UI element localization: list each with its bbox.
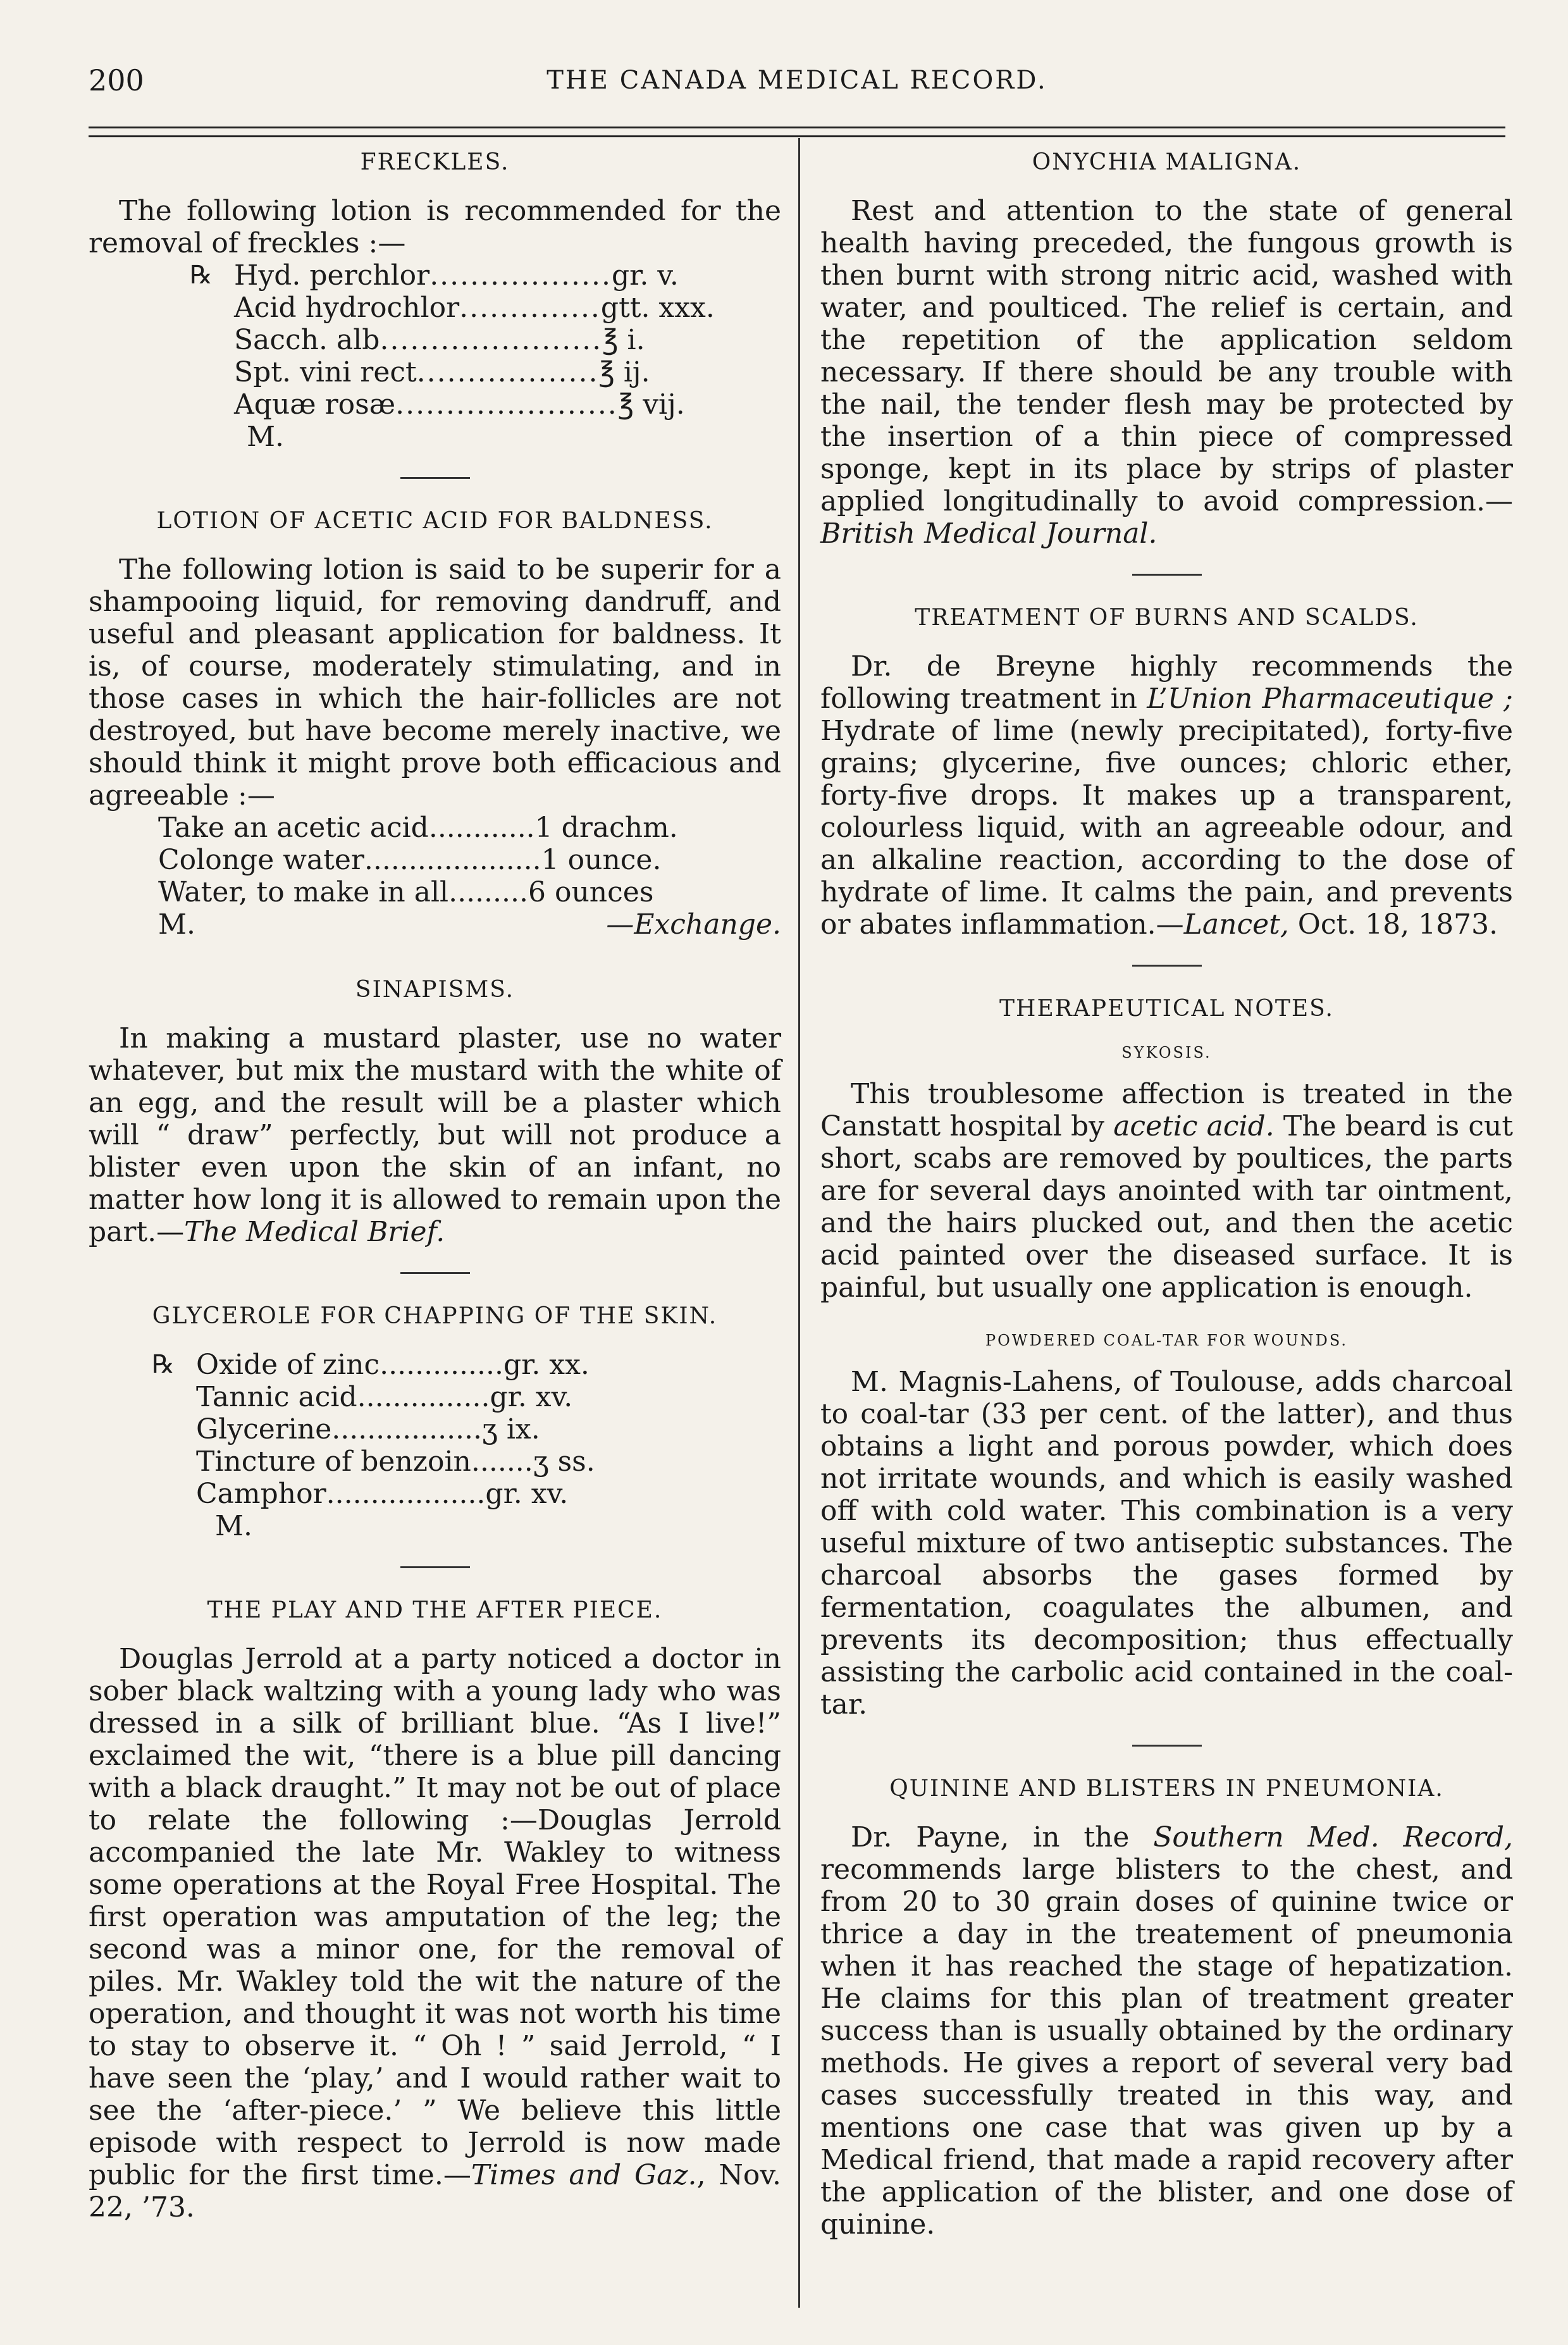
leader-dots: ....... <box>471 1445 533 1478</box>
left-column <box>89 147 781 2224</box>
burns-section <box>820 602 1513 967</box>
recipe <box>190 259 781 453</box>
section-title: QUININE AND BLISTERS IN PNEUMONIA. <box>889 1776 1444 1802</box>
journal-name: L’Union Pharmaceutique ; <box>1147 683 1513 715</box>
recipe <box>152 1349 781 1542</box>
ingredient-dose: 1 drachm. <box>534 812 678 844</box>
section-title: THERAPEUTICAL NOTES. <box>999 996 1334 1022</box>
recipe-mark: M. <box>158 908 196 941</box>
source-date: Oct. 18, 1873. <box>1288 908 1498 941</box>
section-title: THE PLAY AND THE AFTER PIECE. <box>207 1597 663 1623</box>
recipe-row <box>152 1349 781 1381</box>
paragraph <box>820 1078 1513 1304</box>
paragraph <box>89 1022 781 1248</box>
source-citation: Times and Gaz. <box>471 2159 697 2191</box>
leader-dots: .............. <box>380 1349 503 1381</box>
section-rule <box>400 1272 470 1274</box>
emphasis: acetic acid. <box>1113 1110 1275 1142</box>
play-section <box>89 1595 781 2224</box>
leader-dots: ................. <box>331 1413 483 1445</box>
rx-symbol: ℞ <box>190 261 213 290</box>
baldness-section <box>89 505 781 955</box>
leader-dots: .................. <box>429 259 612 292</box>
ingredient-name: Tincture of benzoin <box>196 1445 471 1478</box>
ingredient-dose: 1 ounce. <box>541 844 662 876</box>
section-title: FRECKLES. <box>360 149 510 175</box>
subsection-title: SYKOSIS. <box>1121 1044 1212 1061</box>
paragraph <box>820 195 1513 550</box>
section-title: SINAPISMS. <box>355 977 515 1003</box>
onychia-section <box>820 147 1513 576</box>
ingredient-dose: gr. xv. <box>490 1381 573 1413</box>
recipe-row <box>196 1445 781 1478</box>
page-number: 200 <box>89 63 144 97</box>
section-title: TREATMENT OF BURNS AND SCALDS. <box>915 605 1419 631</box>
paragraph <box>820 650 1513 941</box>
recipe-mark: M. <box>215 1510 253 1542</box>
column-divider <box>798 138 800 2308</box>
ingredient-name: Take an acetic acid <box>158 812 429 844</box>
recipe-row <box>234 324 781 356</box>
recipe-row <box>234 292 781 324</box>
quinine-section <box>820 1773 1513 2241</box>
paragraph-text: Dr. de Breyne highly recommends the following treatment in <box>820 650 1513 715</box>
paragraph-text: recommends large blisters to the chest, and from 20 to 30 grain doses of quinine twice or thrice a day in the treatement of pneumonia when it has reached the stage of hepatization. He claims for this plan of treatment greater success than is usually obtained by the ordinary methods. He gives a report of several very bad cases successfully treated in this way, and mentions one case that was given up by a Medical friend, that made a rapid recovery after the application of the blister, and one dose of quinine. <box>820 1853 1513 2241</box>
section-title: LOTION OF ACETIC ACID FOR BALDNESS. <box>156 508 713 534</box>
section-rule <box>1132 574 1202 576</box>
paragraph-text: Dr. Payne, in the <box>851 1821 1154 1853</box>
ingredient-dose: gr. xv. <box>485 1478 569 1510</box>
section-title: GLYCEROLE FOR CHAPPING OF THE SKIN. <box>152 1303 718 1329</box>
recipe-row <box>196 1381 781 1413</box>
paragraph-text: Hydrate of lime (newly precipitated), forty-five grains; glycerine, five ounces; chloric ether, forty-five drops. It makes up a transparent, colourless liquid, with an agreeable odour, and an alkaline reaction, according to the dose of hydrate of lime. It calms the pain, and prevents or abates inflammation.— <box>820 715 1513 941</box>
recipe-mark: M. <box>247 421 285 453</box>
section-title: ONYCHIA MALIGNA. <box>1032 149 1302 175</box>
paragraph: The following lotion is said to be superir for a shampooing liquid, for removing dandruff, and useful and pleasant application for baldness. It is, of course, moderately stimulating, and in those cases in which the hair-follicles are not destroyed, but have become merely inactive, we should think it might prove both efficacious and agreeable :— <box>89 554 781 812</box>
ingredient-name: Tannic acid <box>196 1381 357 1413</box>
recipe-row <box>234 388 781 421</box>
ingredient-name: Aquæ rosæ <box>234 388 396 421</box>
source-citation: Lancet, <box>1183 908 1289 941</box>
subsection-title: POWDERED COAL-TAR FOR WOUNDS. <box>985 1332 1349 1349</box>
therapeutical-section <box>820 993 1513 1747</box>
source-date: , Nov. 22, ’73. <box>89 2159 781 2224</box>
section-rule <box>400 1566 470 1568</box>
leader-dots: ...................... <box>395 388 618 421</box>
source-citation: The Medical Brief. <box>184 1216 445 1248</box>
ingredient-dose: gtt. xxx. <box>600 292 715 324</box>
recipe-row <box>158 844 781 876</box>
leader-dots: .................... <box>364 844 541 876</box>
leader-dots: ......... <box>448 876 528 908</box>
ingredient-name: Camphor <box>196 1478 326 1510</box>
journal-name: Southern Med. Record, <box>1153 1821 1513 1853</box>
header-rule <box>89 135 1505 137</box>
recipe-row <box>196 1413 781 1445</box>
source-citation: —Exchange. <box>606 908 781 941</box>
ingredient-name: Oxide of zinc <box>196 1349 380 1381</box>
paragraph-text: In making a mustard plaster, use no water whatever, but mix the mustard with the white of an egg, and the result will be a plaster which will “ draw” perfectly, but will not produce a blister even upon the skin of an infant, no matter how long it is allowed to remain upon the part.— <box>89 1022 781 1248</box>
leader-dots: ...................... <box>380 324 603 356</box>
ingredient-name: Acid hydrochlor <box>234 292 460 324</box>
section-rule <box>1132 965 1202 967</box>
ingredient-dose: gr. v. <box>611 259 679 292</box>
ingredient-name: Sacch. alb <box>234 324 380 356</box>
ingredient-name: Glycerine <box>196 1413 332 1445</box>
ingredient-name: Hyd. perchlor <box>234 259 430 292</box>
leader-dots: .............. <box>459 292 601 324</box>
ingredient-dose: ʒ ss. <box>533 1445 595 1478</box>
source-citation: British Medical Journal. <box>820 517 1157 550</box>
ingredient-name: Spt. vini rect <box>234 356 417 388</box>
paragraph-text: Rest and attention to the state of general health having preceded, the fungous growth is then burnt with strong nitric acid, washed with water, and poulticed. The relief is certain, and the repetition of the application seldom necessary. If there should be any trouble with the nail, the tender flesh may be protected by the insertion of a thin piece of compressed sponge, kept in its place by strips of plaster applied longitudinally to avoid compression.— <box>820 195 1513 517</box>
leader-dots: ............ <box>428 812 535 844</box>
recipe-row <box>196 1478 781 1510</box>
ingredient-name: Water, to make in all <box>158 876 449 908</box>
ingredient-dose: ℥ ij. <box>598 356 650 388</box>
paragraph-text: Douglas Jerrold at a party noticed a doctor in sober black waltzing with a young lady who was dressed in a silk of brilliant blue. “As I live!” exclaimed the wit, “there is a blue pill dancing with a black draught.” It may not be out of place to relate the following :—Douglas Jerrold accompanied the late Mr. Wakley to witness some operations at the Royal Free Hospital. The first operation was amputation of the leg; the second was a minor one, for the removal of piles. Mr. Wakley told the wit the nature of the operation, and thought it was not worth his time to stay to observe it. “ Oh ! ” said Jerrold, “ I have seen the ‘play,’ and I would rather wait to see the ‘after-piece.’ ” We believe this little episode with respect to Jerrold is now made public for the first time.— <box>89 1643 781 2191</box>
recipe-row <box>190 259 781 292</box>
leader-dots: .................. <box>416 356 599 388</box>
ingredient-dose: gr. xx. <box>503 1349 590 1381</box>
leader-dots: .................. <box>326 1478 486 1510</box>
ingredient-dose: ʒ ix. <box>482 1413 540 1445</box>
freckles-section <box>89 147 781 479</box>
recipe-row <box>158 876 781 908</box>
ingredient-dose: 6 ounces <box>528 876 654 908</box>
recipe-row <box>234 356 781 388</box>
section-rule <box>400 477 470 479</box>
header-rule <box>89 127 1505 128</box>
section-rule <box>1132 1745 1202 1747</box>
ingredient-dose: ℥ vij. <box>617 388 685 421</box>
running-head: THE CANADA MEDICAL RECORD. <box>546 66 1047 95</box>
paragraph: The following lotion is recommended for the removal of freckles :— <box>89 195 781 259</box>
page-header <box>89 63 1505 114</box>
recipe-row <box>158 908 781 941</box>
ingredient-dose: ℥ i. <box>602 324 645 356</box>
ingredient-name: Colonge water <box>158 844 364 876</box>
paragraph <box>89 1643 781 2224</box>
paragraph: M. Magnis-Lahens, of Toulouse, adds charcoal to coal-tar (33 per cent. of the latter), and thus obtains a light and porous powder, which does not irritate wounds, and which is easily washed off with cold water. This combination is a very useful mixture of two antiseptic substances. The charcoal absorbs the gases formed by fermentation, coagulates the albumen, and prevents its decomposition; thus effectually assisting the carbolic acid contained in the coal-tar. <box>820 1366 1513 1721</box>
glycerole-section <box>89 1301 781 1568</box>
recipe <box>158 812 781 941</box>
sinapisms-section <box>89 974 781 1274</box>
right-column <box>820 147 1513 2241</box>
rx-symbol: ℞ <box>152 1350 175 1379</box>
paragraph-text: This troublesome affection is treated in the Canstatt hospital by <box>820 1078 1513 1142</box>
leader-dots: ............... <box>357 1381 490 1413</box>
paragraph <box>820 1821 1513 2241</box>
paragraph-text: The beard is cut short, scabs are removed by poultices, the parts are for several days anointed with tar ointment, and the hairs plucked out, and then the acetic acid painted over the diseased surface. It is painful, but usually one application is enough. <box>820 1110 1513 1304</box>
recipe-row <box>158 812 781 844</box>
